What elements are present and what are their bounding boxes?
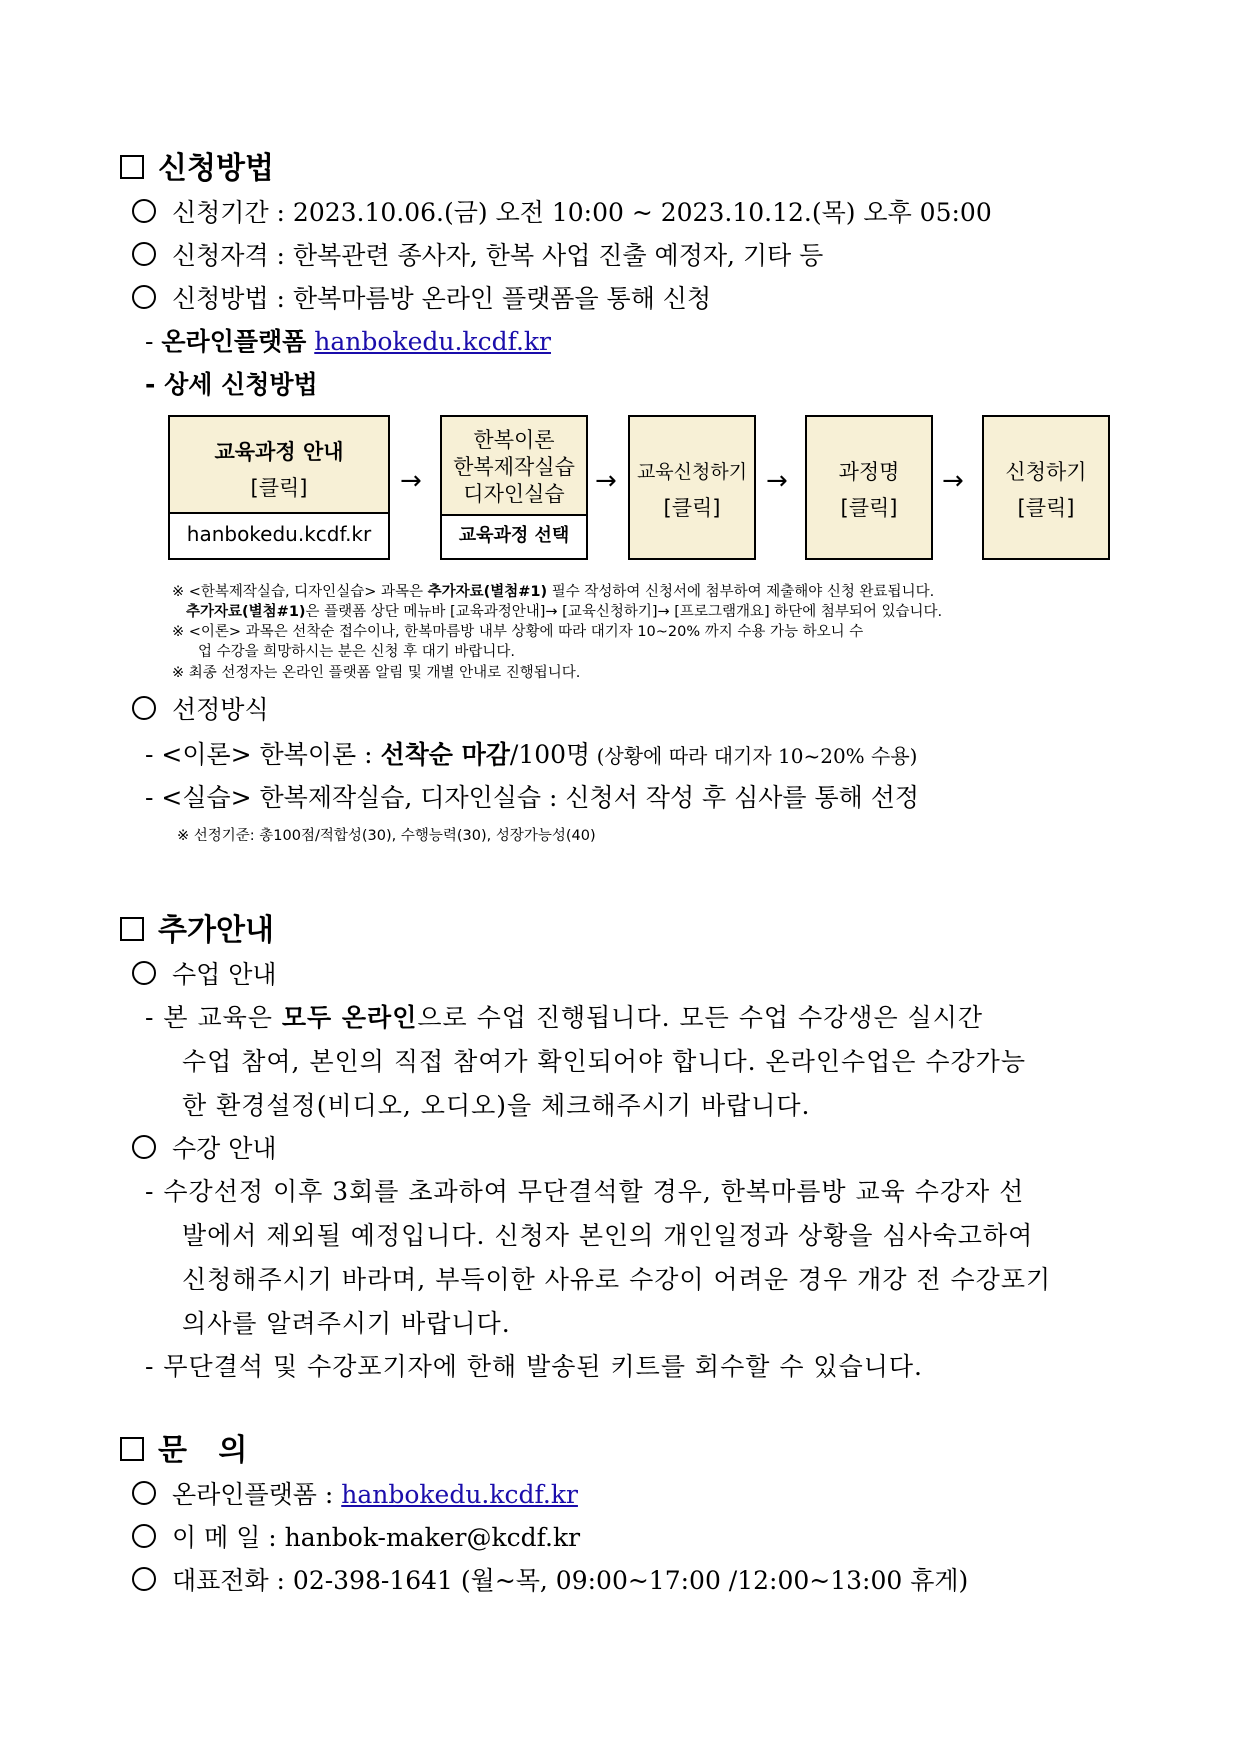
circle-bullet-icon	[132, 285, 156, 309]
checkbox-square-icon	[120, 917, 144, 941]
contact-email: 이 메 일 : hanbok-maker@kcdf.kr	[132, 1518, 580, 1554]
flow-arrow-icon: →	[595, 466, 617, 496]
flow-box-url: hanbokedu.kcdf.kr	[170, 512, 388, 558]
flow-arrow-icon: →	[400, 466, 422, 496]
flow-box-course-select: 한복이론 한복제작실습 디자인실습 교육과정 선택	[440, 415, 588, 560]
section-title-text: 신청방법	[158, 151, 274, 186]
section-title-apply	[120, 143, 274, 187]
circle-bullet-icon	[132, 961, 156, 985]
course-para-3: 신청해주시기 바라며, 부득이한 사유로 수강이 어려운 경우 개강 전 수강포기	[182, 1265, 1052, 1294]
flow-box-apply-course: 교육신청하기 [클릭]	[628, 415, 756, 560]
checkbox-square-icon	[120, 1437, 144, 1461]
section-title-additional: 추가안내	[120, 905, 274, 949]
course-para-2: 발에서 제외될 예정입니다. 신청자 본인의 개인일정과 상황을 심사숙고하여	[182, 1221, 1034, 1250]
apply-qualification: 신청자격 : 한복관련 종사자, 한복 사업 진출 예정자, 기타 등	[132, 236, 823, 272]
flow-arrow-icon: →	[942, 466, 964, 496]
circle-bullet-icon	[132, 1567, 156, 1591]
course-para-1: - 수강선정 이후 3회를 초과하여 무단결석할 경우, 한복마름방 교육 수강자 선	[145, 1177, 1025, 1206]
apply-method: 신청방법 : 한복마름방 온라인 플랫폼을 통해 신청	[132, 279, 711, 315]
checkbox-square-icon	[120, 155, 144, 179]
note-line-5: ※ 최종 선정자는 온라인 플랫폼 알림 및 개별 안내로 진행됩니다.	[172, 665, 581, 681]
note-line-4: 업 수강을 희망하시는 분은 신청 후 대기 바랍니다.	[198, 644, 516, 660]
contact-platform-link[interactable]: hanbokedu.kcdf.kr	[341, 1480, 578, 1509]
circle-bullet-icon	[132, 1481, 156, 1505]
selection-method: 선정방식	[132, 690, 269, 726]
class-info: 수업 안내	[132, 955, 277, 991]
course-para-4: 의사를 알려주시기 바랍니다.	[182, 1309, 511, 1338]
platform-line: - 온라인플랫폼 hanbokedu.kcdf.kr	[145, 327, 551, 356]
circle-bullet-icon	[132, 1524, 156, 1548]
course-info: 수강 안내	[132, 1129, 277, 1165]
circle-bullet-icon	[132, 242, 156, 266]
note-line-1: ※ <한복제작실습, 디자인실습> 과목은 추가자료(별첨#1) 필수 작성하여 신청서에 첨부하여 제출해야 신청 완료됩니다.	[172, 584, 935, 600]
circle-bullet-icon	[132, 199, 156, 223]
circle-bullet-icon	[132, 1135, 156, 1159]
apply-period: 신청기간 : 2023.10.06.(금) 오전 10:00 ~ 2023.10.12.(목) 오후 05:00	[132, 193, 992, 229]
circle-bullet-icon	[132, 696, 156, 720]
course-para-5: - 무단결석 및 수강포기자에 한해 발송된 키트를 회수할 수 있습니다.	[145, 1352, 923, 1381]
contact-phone: 대표전화 : 02-398-1641 (월~목, 09:00~17:00 /12:00~13:00 휴게)	[132, 1561, 968, 1597]
class-para-3: 한 환경설정(비디오, 오디오)을 체크해주시기 바랍니다.	[182, 1091, 811, 1120]
contact-platform: 온라인플랫폼 : hanbokedu.kcdf.kr	[132, 1475, 578, 1511]
flow-box-course-name: 과정명 [클릭]	[805, 415, 933, 560]
class-para-1: - 본 교육은 모두 온라인으로 수업 진행됩니다. 모든 수업 수강생은 실시간	[145, 1003, 983, 1032]
platform-label: 온라인플랫폼	[161, 327, 307, 356]
class-para-2: 수업 참여, 본인의 직접 참여가 확인되어야 합니다. 온라인수업은 수강가능	[182, 1047, 1026, 1076]
note-line-3: ※ <이론> 과목은 선착순 접수이나, 한복마름방 내부 상황에 따라 대기자 10~20% 까지 수용 가능 하오니 수	[172, 624, 864, 640]
detail-method-label: - 상세 신청방법	[145, 370, 318, 399]
flow-box-course-guide: 교육과정 안내 [클릭] hanbokedu.kcdf.kr	[168, 415, 390, 560]
platform-link[interactable]: hanbokedu.kcdf.kr	[314, 327, 551, 356]
selection-theory: - <이론> 한복이론 : 선착순 마감/100명 (상황에 따라 대기자 10~20% 수용)	[145, 740, 918, 769]
flow-arrow-icon: →	[766, 466, 788, 496]
selection-criteria: ※ 선정기준: 총100점/적합성(30), 수행능력(30), 성장가능성(40)	[177, 828, 596, 844]
section-title-contact: 문 의	[120, 1425, 247, 1469]
selection-practice: - <실습> 한복제작실습, 디자인실습 : 신청서 작성 후 심사를 통해 선정	[145, 783, 920, 812]
flow-box-apply: 신청하기 [클릭]	[982, 415, 1110, 560]
note-line-2: 추가자료(별첨#1)은 플랫폼 상단 메뉴바 [교육과정안내]→ [교육신청하기]→ [프로그램개요] 하단에 첨부되어 있습니다.	[186, 604, 943, 620]
